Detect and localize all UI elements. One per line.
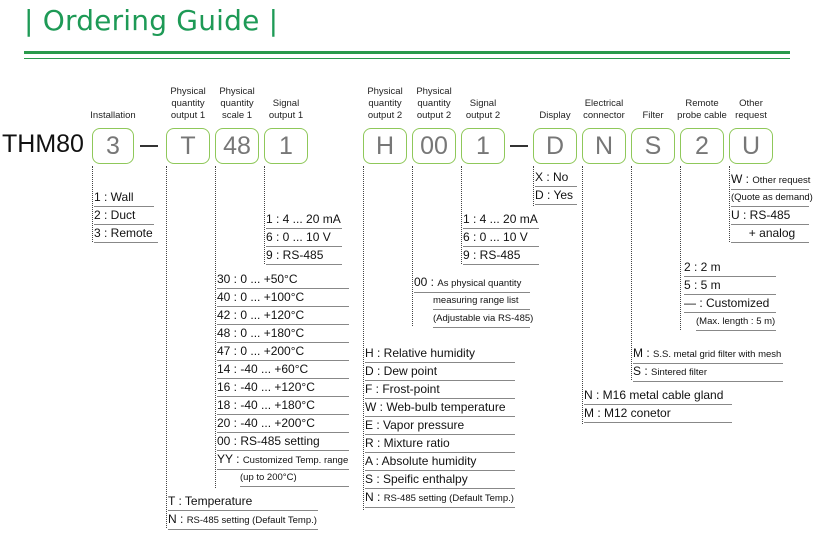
- option-filter-sintered-text: Sintered filter: [651, 367, 707, 378]
- header-pq-scale1: Physical quantity scale 1: [219, 86, 255, 121]
- header-pq-output2: Physical quantity output 2: [367, 86, 403, 121]
- header-electrical-connector: Electrical connector: [583, 98, 625, 121]
- option-signal2-rs485: 9 : RS-485: [463, 247, 539, 265]
- option-filter-metal-grid-code: M :: [633, 346, 650, 360]
- option-output2-frost-point: F : Frost-point: [365, 381, 515, 399]
- header-pq-scale2: Physical quantity output 2: [416, 86, 452, 121]
- leader-pq-scale2: [412, 166, 413, 326]
- option-scale1-yy-text: Customized Temp. range: [242, 455, 349, 466]
- header-remote-probe-cable: Remote probe cable: [677, 98, 727, 121]
- option-cable-2m: 2 : 2 m: [684, 259, 776, 277]
- option-display-no: X : No: [535, 169, 577, 187]
- header-filter: Filter: [642, 110, 664, 121]
- option-filter-sintered-code: S :: [633, 364, 648, 378]
- leader-display: [533, 166, 534, 206]
- title-rule-thin: [24, 58, 790, 59]
- option-scale2-line3: (Adjustable via RS-485): [433, 310, 530, 328]
- option-scale1-16: 16 : -40 ... +120°C: [217, 379, 349, 397]
- box-filter: S: [631, 128, 675, 164]
- leader-electrical-connector: [582, 166, 583, 424]
- box-signal-output2: 1: [461, 128, 505, 164]
- leader-filter: [631, 166, 632, 380]
- option-scale1-47: 47 : 0 ... +200°C: [217, 343, 349, 361]
- box-remote-probe-cable: 2: [680, 128, 724, 164]
- header-signal-output1: Signal output 1: [268, 98, 304, 121]
- dash-1: [140, 145, 158, 147]
- option-output2-vapor-pressure: E : Vapor pressure: [365, 417, 515, 435]
- box-pq-scale1: 48: [215, 128, 259, 164]
- option-output2-dew-point: D : Dew point: [365, 363, 515, 381]
- option-cable-max-length: (Max. length : 5 m): [696, 313, 776, 331]
- header-signal-output2: Signal output 2: [465, 98, 501, 121]
- header-installation: Installation: [90, 110, 136, 121]
- option-scale1-18: 18 : -40 ... +180°C: [217, 397, 349, 415]
- option-output2-humidity: H : Relative humidity: [365, 345, 515, 363]
- option-scale2-00: [414, 274, 530, 293]
- option-cable-customized: — : Customized: [684, 295, 776, 313]
- option-scale1-20: 20 : -40 ... +200°C: [217, 415, 349, 433]
- box-pq-scale2: 00: [412, 128, 456, 164]
- option-scale1-yy-note: (up to 200°C): [240, 469, 349, 487]
- option-connector-m12: M : M12 conetor: [584, 405, 732, 423]
- option-output2-rs485-code: N :: [365, 490, 381, 504]
- leader-pq-scale1: [215, 166, 216, 488]
- leader-signal-output2: [461, 166, 462, 264]
- option-output2-enthalpy: S : Speific enthalpy: [365, 471, 515, 489]
- title-rule-thick: [24, 51, 790, 54]
- leader-other-request: [729, 166, 730, 242]
- option-display-yes: D : Yes: [535, 187, 577, 205]
- leader-installation: [92, 166, 93, 242]
- option-connector-m16: N : M16 metal cable gland: [584, 387, 732, 405]
- box-electrical-connector: N: [582, 128, 626, 164]
- option-scale1-40: 40 : 0 ... +100°C: [217, 289, 349, 307]
- option-output1-temperature: T : Temperature: [168, 493, 318, 511]
- header-display: Display: [539, 110, 571, 121]
- option-output2-rs485: [365, 489, 515, 508]
- leader-pq-output2: [363, 166, 364, 510]
- option-installation-remote: 3 : Remote: [94, 225, 158, 243]
- option-cable-5m: 5 : 5 m: [684, 277, 776, 295]
- option-output2-absolute-humidity: A : Absolute humidity: [365, 453, 515, 471]
- option-output2-web-bulb: W : Web-bulb temperature: [365, 399, 515, 417]
- option-output1-rs485: [168, 511, 318, 530]
- header-pq-output1: Physical quantity output 1: [170, 86, 206, 121]
- box-pq-output1: T: [166, 128, 210, 164]
- option-signal2-4-20ma: 1 : 4 ... 20 mA: [463, 211, 539, 229]
- option-other-request-w-code: W :: [731, 172, 749, 186]
- option-scale2-00-text: As physical quantity: [437, 278, 522, 289]
- option-signal2-0-10v: 6 : 0 ... 10 V: [463, 229, 539, 247]
- header-other-request: Other request: [735, 98, 767, 121]
- box-other-request: U: [729, 128, 773, 164]
- option-signal1-0-10v: 6 : 0 ... 10 V: [266, 229, 342, 247]
- option-filter-metal-grid: [633, 345, 783, 364]
- option-scale1-yy-code: YY :: [217, 452, 240, 466]
- option-output1-rs485-text: RS-485 setting (Default Temp.): [186, 515, 317, 526]
- option-filter-sintered: [633, 363, 783, 382]
- option-installation-duct: 2 : Duct: [94, 207, 154, 225]
- page-title: | Ordering Guide |: [24, 4, 279, 37]
- leader-signal-output1: [264, 166, 265, 264]
- option-output1-rs485-code: N :: [168, 512, 184, 526]
- option-scale1-14: 14 : -40 ... +60°C: [217, 361, 349, 379]
- dash-2: [510, 145, 528, 147]
- option-other-request-w-text: Other request: [752, 175, 811, 186]
- box-installation: 3: [92, 128, 134, 164]
- option-scale1-00: 00 : RS-485 setting: [217, 433, 349, 451]
- option-scale2-line2: measuring range list: [433, 292, 530, 310]
- option-scale1-42: 42 : 0 ... +120°C: [217, 307, 349, 325]
- option-other-request-quote: (Quote as demand): [731, 189, 809, 207]
- option-output2-mixture-ratio: R : Mixture ratio: [365, 435, 515, 453]
- option-filter-metal-grid-text: S.S. metal grid filter with mesh: [653, 349, 782, 360]
- option-scale1-48: 48 : 0 ... +180°C: [217, 325, 349, 343]
- leader-remote-probe-cable: [680, 166, 681, 330]
- option-output2-rs485-text: RS-485 setting (Default Temp.): [383, 493, 514, 504]
- box-pq-output2: H: [363, 128, 407, 164]
- option-signal1-4-20ma: 1 : 4 ... 20 mA: [266, 211, 342, 229]
- option-scale1-30: 30 : 0 ... +50°C: [217, 271, 349, 289]
- option-installation-wall: 1 : Wall: [94, 189, 154, 207]
- option-other-request-w: [731, 171, 809, 190]
- model-prefix: THM80: [2, 130, 84, 158]
- option-other-request-rs485: U : RS-485: [731, 207, 809, 225]
- box-signal-output1: 1: [264, 128, 308, 164]
- leader-pq-output1: [166, 166, 167, 528]
- option-scale1-yy: [217, 451, 349, 470]
- option-signal1-rs485: 9 : RS-485: [266, 247, 342, 265]
- option-other-request-analog: + analog: [731, 225, 809, 243]
- box-display: D: [533, 128, 577, 164]
- option-scale2-00-code: 00 :: [414, 275, 435, 289]
